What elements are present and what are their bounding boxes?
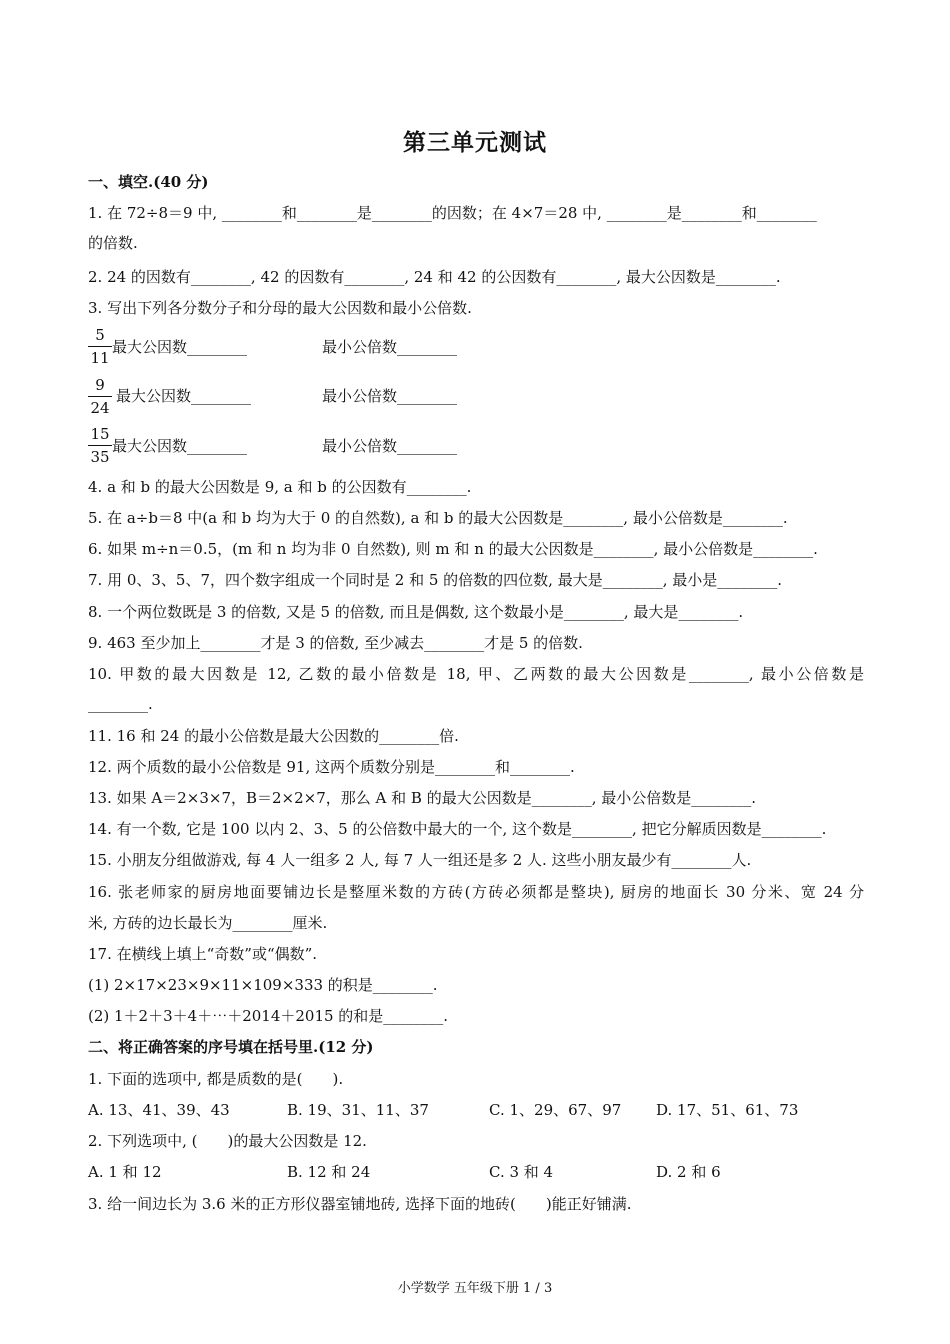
question-13: 13. 如果 A＝2×3×7，B＝2×2×7，那么 A 和 B 的最大公因数是________, 最小公倍数是________. bbox=[88, 789, 757, 807]
question-17: 17. 在横线上填上“奇数”或“偶数”. bbox=[88, 945, 318, 963]
choice-2-option-d: D. 2 和 6 bbox=[656, 1163, 721, 1181]
question-11: 11. 16 和 24 的最小公倍数是最大公因数的________倍. bbox=[88, 727, 459, 745]
question-16-line-2: 米, 方砖的边长最长为________厘米. bbox=[88, 914, 328, 932]
question-14: 14. 有一个数, 它是 100 以内 2、3、5 的公倍数中最大的一个, 这个数是________, 把它分解质因数是________. bbox=[88, 820, 827, 838]
section-1-heading: 一、填空.(40 分) bbox=[88, 173, 209, 191]
page-title: 第三单元测试 bbox=[403, 129, 547, 156]
question-3: 3. 写出下列各分数分子和分母的最大公因数和最小公倍数. bbox=[88, 299, 472, 317]
question-6: 6. 如果 m÷n＝0.5，(m 和 n 均为非 0 自然数), 则 m 和 n 的最大公因数是________, 最小公倍数是________. bbox=[88, 540, 818, 558]
fraction-5-11 bbox=[88, 325, 112, 368]
fraction-1-lcm: 最小公倍数________ bbox=[322, 338, 458, 356]
question-10-line-2: ________. bbox=[88, 695, 153, 713]
choice-question-3: 3. 给一间边长为 3.6 米的正方形仪器室铺地砖, 选择下面的地砖( )能正好铺满. bbox=[88, 1195, 632, 1213]
choice-2-option-c: C. 3 和 4 bbox=[489, 1163, 554, 1181]
question-4: 4. a 和 b 的最大公因数是 9, a 和 b 的公因数有________. bbox=[88, 478, 472, 496]
fraction-denominator: 11 bbox=[90, 349, 110, 367]
question-10-line-1: 10. 甲数的最大因数是 12, 乙数的最小倍数是 18, 甲、乙两数的最大公因数是________, 最小公倍数是 bbox=[88, 665, 864, 683]
question-17-part-2: (2) 1＋2＋3＋4＋⋯＋2014＋2015 的和是________. bbox=[88, 1007, 449, 1025]
question-2: 2. 24 的因数有________, 42 的因数有________, 24 和 42 的公因数有________, 最大公因数是________. bbox=[88, 268, 781, 286]
fraction-3-lcm: 最小公倍数________ bbox=[322, 437, 458, 455]
choice-2-option-b: B. 12 和 24 bbox=[287, 1163, 371, 1181]
question-1-line-1: 1. 在 72÷8＝9 中, ________和________是________的因数；在 4×7＝28 中, ________是________和________ bbox=[88, 204, 817, 222]
choice-1-option-a: A. 13、41、39、43 bbox=[88, 1101, 230, 1119]
question-17-part-1: (1) 2×17×23×9×11×109×333 的积是________. bbox=[88, 976, 438, 994]
question-1-line-2: 的倍数. bbox=[88, 234, 138, 252]
fraction-numerator: 15 bbox=[88, 424, 112, 446]
fraction-numerator: 5 bbox=[88, 325, 112, 347]
question-16-line-1: 16. 张老师家的厨房地面要铺边长是整厘米数的方砖(方砖必须都是整块), 厨房的地面长 30 分米、宽 24 分 bbox=[88, 883, 864, 901]
question-12: 12. 两个质数的最小公倍数是 91, 这两个质数分别是________和________. bbox=[88, 758, 575, 776]
question-7: 7. 用 0、3、5、7，四个数字组成一个同时是 2 和 5 的倍数的四位数, 最大是________, 最小是________. bbox=[88, 571, 783, 589]
fraction-9-24 bbox=[88, 375, 112, 418]
fraction-1-gcf: 最大公因数________ bbox=[112, 338, 248, 356]
fraction-denominator: 24 bbox=[90, 399, 110, 417]
choice-1-option-c: C. 1、29、67、97 bbox=[489, 1101, 622, 1119]
fraction-2-gcf: 最大公因数________ bbox=[116, 387, 252, 405]
question-5: 5. 在 a÷b＝8 中(a 和 b 均为大于 0 的自然数), a 和 b 的最大公因数是________, 最小公倍数是________. bbox=[88, 509, 788, 527]
fraction-15-35 bbox=[88, 424, 112, 467]
choice-1-option-d: D. 17、51、61、73 bbox=[656, 1101, 799, 1119]
question-8: 8. 一个两位数既是 3 的倍数, 又是 5 的倍数, 而且是偶数, 这个数最小是________, 最大是________. bbox=[88, 603, 744, 621]
choice-question-1: 1. 下面的选项中, 都是质数的是( ). bbox=[88, 1070, 344, 1088]
choice-question-2: 2. 下列选项中, ( )的最大公因数是 12. bbox=[88, 1132, 367, 1150]
question-9: 9. 463 至少加上________才是 3 的倍数, 至少减去________才是 5 的倍数. bbox=[88, 634, 583, 652]
choice-1-option-b: B. 19、31、11、37 bbox=[287, 1101, 429, 1119]
fraction-3-gcf: 最大公因数________ bbox=[112, 437, 248, 455]
question-15: 15. 小朋友分组做游戏, 每 4 人一组多 2 人, 每 7 人一组还是多 2 人. 这些小朋友最少有________人. bbox=[88, 851, 752, 869]
page-footer: 小学数学 五年级下册 1 / 3 bbox=[397, 1281, 553, 1296]
section-2-heading: 二、将正确答案的序号填在括号里.(12 分) bbox=[88, 1038, 374, 1056]
fraction-numerator: 9 bbox=[88, 375, 112, 397]
fraction-2-lcm: 最小公倍数________ bbox=[322, 387, 458, 405]
fraction-denominator: 35 bbox=[90, 448, 110, 466]
choice-2-option-a: A. 1 和 12 bbox=[88, 1163, 162, 1181]
